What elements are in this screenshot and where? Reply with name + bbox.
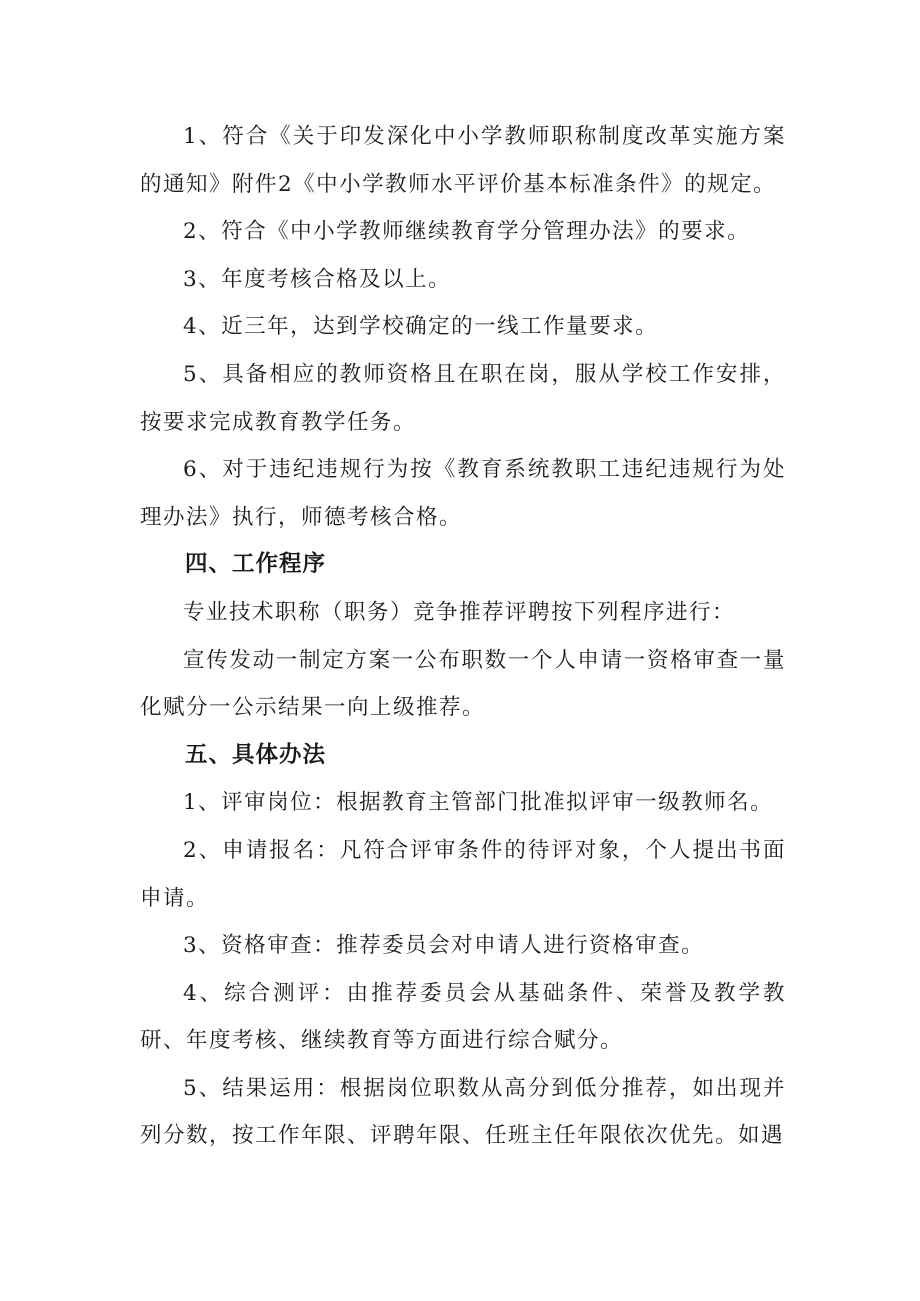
section-heading-procedure: 四、工作程序: [185, 551, 327, 578]
paragraph-requirement-1: 1、符合《关于印发深化中小学教师职称制度改革实施方案的通知》附件2《中小学教师水平评价基本标准条件》的规定。: [140, 124, 786, 197]
paragraph-method-3: 3、资格审查：推荐委员会对申请人进行资格审查。: [183, 933, 705, 959]
paragraph-procedure-steps: 宣传发动一制定方案一公布职数一个人申请一资格审查一量化赋分一公示结果一向上级推荐。: [140, 647, 786, 721]
paragraph-method-4: 4、综合测评：由推荐委员会从基础条件、荣誉及教学教研、年度考核、继续教育等方面进行综合赋分。: [140, 980, 786, 1054]
section-heading-methods: 五、具体办法: [185, 741, 327, 768]
paragraph-requirement-4: 4、近三年，达到学校确定的一线工作量要求。: [183, 314, 659, 340]
paragraph-requirement-5: 5、具备相应的教师资格且在职在岗，服从学校工作安排，按要求完成教育教学任务。: [140, 361, 786, 435]
paragraph-method-1: 1、评审岗位：根据教育主管部门批准拟评审一级教师名。: [183, 790, 774, 816]
paragraph-requirement-2: 2、符合《中小学教师继续教育学分管理办法》的要求。: [183, 219, 751, 245]
paragraph-procedure-intro: 专业技术职称（职务）竞争推荐评聘按下列程序进行：: [183, 599, 736, 625]
paragraph-requirement-6: 6、对于违纪违规行为按《教育系统教职工违纪违规行为处理办法》执行，师德考核合格。: [140, 457, 786, 530]
paragraph-method-2: 2、申请报名：凡符合评审条件的待评对象，个人提出书面申请。: [140, 837, 786, 911]
paragraph-method-5: 5、结果运用：根据岗位职数从高分到低分推荐，如出现并列分数，按工作年限、评聘年限、任班主任年限依次优先。如遇: [140, 1075, 786, 1149]
paragraph-requirement-3: 3、年度考核合格及以上。: [183, 266, 452, 292]
document-page: [140, 113, 786, 1160]
